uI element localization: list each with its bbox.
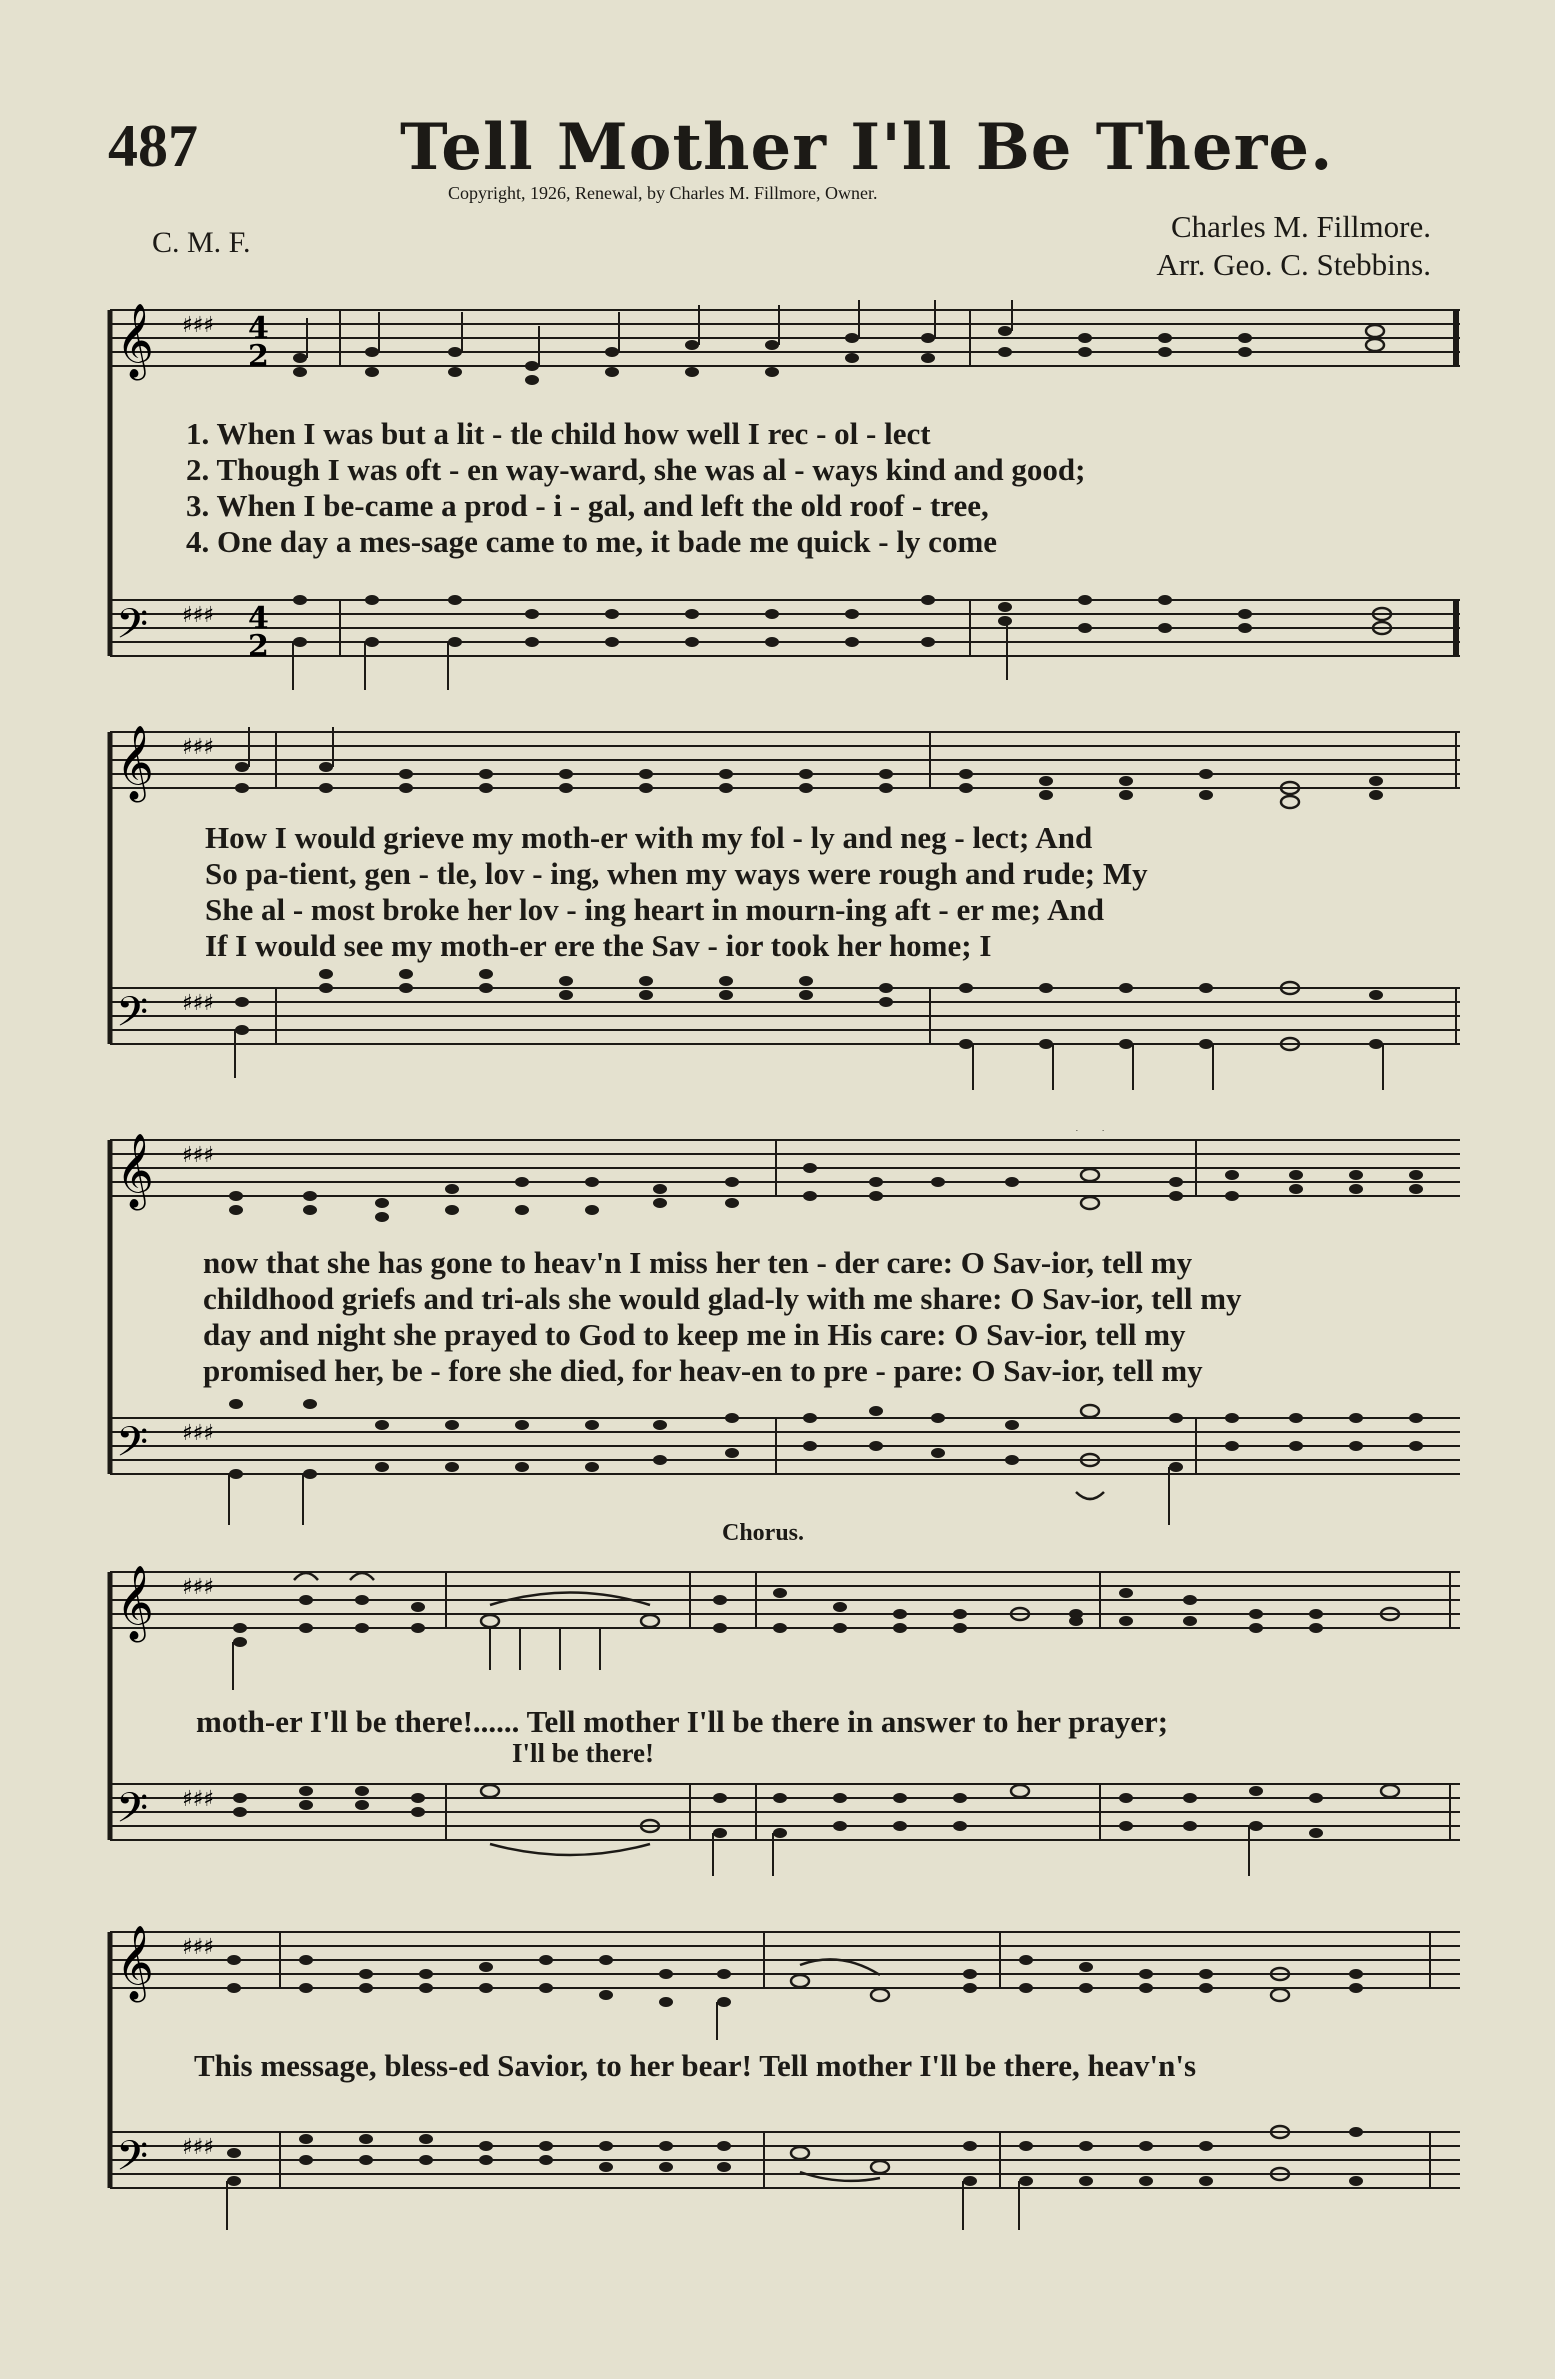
- chorus-lyrics-1: [196, 1704, 1168, 1740]
- lyric-line: moth-er I'll be there!...... Tell mother I'll be there in answer to her prayer;: [196, 1704, 1169, 1739]
- svg-text:𝄢: 𝄢: [116, 1784, 149, 1842]
- copyright-notice: Copyright, 1926, Renewal, by Charles M. Fillmore, Owner.: [448, 183, 878, 203]
- verse-lyrics-1: [186, 416, 1085, 560]
- lyric-line: now that she has gone to heav'n I miss her ten - der care: O Sav-ior, tell my: [203, 1245, 1193, 1280]
- hymn-title: Tell Mother I'll Be There.: [400, 110, 1334, 185]
- lyric-line: If I would see my moth-er ere the Sav - ior took her home; I: [205, 928, 992, 963]
- chorus-label: Chorus.: [722, 1520, 805, 1546]
- svg-text:𝄞: 𝄞: [116, 1134, 154, 1208]
- lyric-line: 4. One day a mes-sage came to me, it bade me quick - ly come: [186, 524, 998, 559]
- lyric-line: 2. Though I was oft - en way-ward, she was al - ways kind and good;: [186, 452, 1086, 487]
- svg-text:♯♯♯: ♯♯♯: [182, 1934, 214, 1960]
- hymn-number: 487: [108, 113, 198, 179]
- lyric-line: This message, bless-ed Savior, to her bear! Tell mother I'll be there, heav'n's: [194, 2048, 1197, 2083]
- svg-text:♯♯♯: ♯♯♯: [182, 1786, 214, 1812]
- lyric-line: childhood griefs and tri-als she would glad-ly with me share: O Sav-ior, tell my: [203, 1281, 1242, 1316]
- svg-text:♯♯♯: ♯♯♯: [182, 312, 214, 338]
- svg-text:2: 2: [248, 629, 269, 664]
- lyric-line: 1. When I was but a lit - tle child how well I rec - ol - lect: [186, 416, 931, 451]
- svg-text:𝄞: 𝄞: [116, 1926, 154, 2000]
- lyric-line: day and night she prayed to God to keep me in His care: O Sav-ior, tell my: [203, 1317, 1186, 1352]
- svg-text:♯♯♯: ♯♯♯: [182, 1574, 214, 1600]
- lyric-line: So pa-tient, gen - tle, lov - ing, when my ways were rough and rude; My: [205, 856, 1148, 891]
- lyric-line: 3. When I be-came a prod - i - gal, and left the old roof - tree,: [186, 488, 989, 523]
- svg-text:2: 2: [248, 339, 269, 374]
- svg-text:𝄞: 𝄞: [116, 726, 154, 800]
- svg-text:𝄢: 𝄢: [116, 1418, 149, 1476]
- verse-lyrics-3: [203, 1245, 1242, 1389]
- svg-text:♯♯♯: ♯♯♯: [182, 990, 214, 1016]
- svg-text:𝄢: 𝄢: [116, 988, 149, 1046]
- svg-text:♯♯♯: ♯♯♯: [182, 734, 214, 760]
- svg-text:♯♯♯: ♯♯♯: [182, 602, 214, 628]
- lyric-line: promised her, be - fore she died, for heav-en to pre - pare: O Sav-ior, tell my: [203, 1353, 1203, 1388]
- author-credit: Charles M. Fillmore.: [1170, 209, 1431, 244]
- verse-lyrics-2: [205, 820, 1148, 964]
- lyric-line: How I would grieve my moth-er with my fol - ly and neg - lect; And: [205, 820, 1093, 855]
- lyric-line: She al - most broke her lov - ing heart in mourn-ing aft - er me; And: [205, 892, 1104, 927]
- svg-text:𝄞: 𝄞: [116, 1566, 154, 1640]
- arranger-credit: Arr. Geo. C. Stebbins.: [1156, 247, 1431, 282]
- svg-text:♯♯♯: ♯♯♯: [182, 1142, 214, 1168]
- svg-text:4: 4: [248, 601, 269, 636]
- svg-text:4: 4: [248, 311, 269, 346]
- music-system-5: [100, 1920, 1470, 2250]
- svg-text:♯♯♯: ♯♯♯: [182, 1420, 214, 1446]
- svg-text:𝄞: 𝄞: [116, 304, 154, 378]
- svg-text:𝄢: 𝄢: [116, 2132, 149, 2190]
- svg-text:𝄢: 𝄢: [116, 600, 149, 658]
- chorus-lyrics-2: [194, 2048, 1196, 2084]
- meter-label: C. M. F.: [152, 226, 251, 259]
- echo-lyric: I'll be there!: [512, 1738, 654, 1768]
- svg-text:♯♯♯: ♯♯♯: [182, 2134, 214, 2160]
- credits: [1156, 208, 1431, 284]
